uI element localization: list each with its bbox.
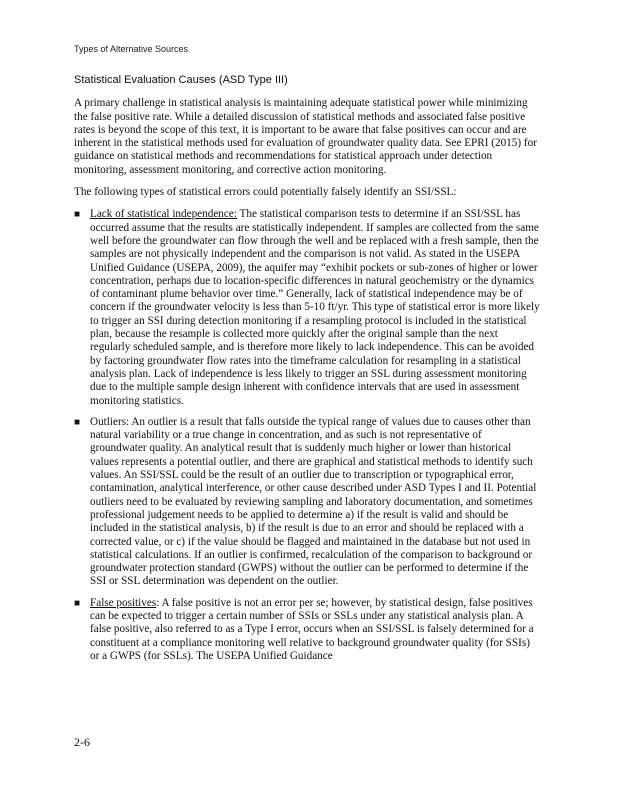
section-title: Statistical Evaluation Causes (ASD Type III) xyxy=(74,74,288,86)
page-number: 2-6 xyxy=(74,735,90,749)
list-item-text: The statistical comparison tests to determine if an SSI/SSL has occurred assume that the results are statistically independent. If samples are collected from the same well before the groundwater can flow through the well and be replaced with a fresh sample, then the samples are not physically independent and the comparison is not valid. As stated in the USEPA Unified Guidance (USEPA, 2009), the aquifer may “exhibit pockets or sub-zones of higher or lower concentration, perhaps due to location-specific differences in natural geochemistry or the dynamics of contaminant plume behavior over time.” Generally, lack of statistical independence may be of concern if the groundwater velocity is less than 5-10 ft/yr. This type of statistical error is more likely to trigger an SSI during detection monitoring if a resampling protocol is included in the statistical plan, because the resample is collected more quickly after the original sample than the next regularly scheduled sample, and is therefore more likely to lack independence. This can be avoided by factoring groundwater flow rates into the timeframe calculation for resampling in a statistical analysis plan. Lack of independence is less likely to trigger an SSL during assessment monitoring due to the multiple sample design inherent with confidence intervals that are used in assessment monitoring statistics. xyxy=(90,208,540,407)
intro-paragraph: A primary challenge in statistical analysis is maintaining adequate statistical power while minimizing the false positive rate. While a detailed discussion of statistical methods and associated false positive rates is beyond the scope of this text, it is important to be aware that false positives can occur and are inherent in the statistical methods used for evaluation of groundwater quality data. See EPRI (2015) for guidance on statistical methods and recommendations for statistical approach under detection monitoring, assessment monitoring, and corrective action monitoring. xyxy=(74,97,537,176)
list-item-text: Outliers: An outlier is a result that falls outside the typical range of values due to causes other than natural variability or a true change in concentration, and as such is not representative of groundwater quality. An analytical result that is suddenly much higher or lower than historical values represents a potential outlier, and there are graphical and statistical methods to identify such values. An SSI/SSL could be the result of an outlier due to transcription or typographical error, contamination, analytical interference, or other cause described under ASD Types I and II. Potential outliers need to be evaluated by reviewing sampling and laboratory documentation, and sometimes professional judgement needs to be applied to determine a) if the result is valid and should be included in the statistical analysis, b) if the result is due to an error and should be replaced with a corrected value, or c) if the value should be flagged and maintained in the database but not used in statistical calculations. If an outlier is confirmed, recalculation of the comparison to background or groundwater protection standard (GWPS) without the outlier can be performed to determine if the SSI or SSL determination was dependent on the outlier. xyxy=(90,415,537,588)
statistical-errors-list xyxy=(74,208,540,663)
list-item xyxy=(74,208,540,407)
list-item xyxy=(74,416,540,589)
square-bullet-icon: ■ xyxy=(74,209,81,221)
list-item-term: False positives xyxy=(90,596,157,609)
list-item-text: : A false positive is not an error per se; however, by statistical design, false positives can be expected to trigger a certain number of SSIs or SSLs under any statistical analysis plan. A false positive, also referred to as a Type I error, occurs when an SSI/SSL is falsely determined for a constituent at a compliance monitoring well relative to background groundwater quality (for SSIs) or a GWPS (for SSLs). The USEPA Unified Guidance xyxy=(90,596,534,662)
list-item-term: Lack of statistical independence: xyxy=(90,208,237,221)
list-lead-paragraph: The following types of statistical errors could potentially falsely identify an SSI/SSL: xyxy=(74,186,457,199)
page-content xyxy=(74,74,540,671)
square-bullet-icon: ■ xyxy=(74,416,81,428)
running-header: Types of Alternative Sources xyxy=(74,44,189,54)
square-bullet-icon: ■ xyxy=(74,597,81,609)
list-item xyxy=(74,597,540,663)
